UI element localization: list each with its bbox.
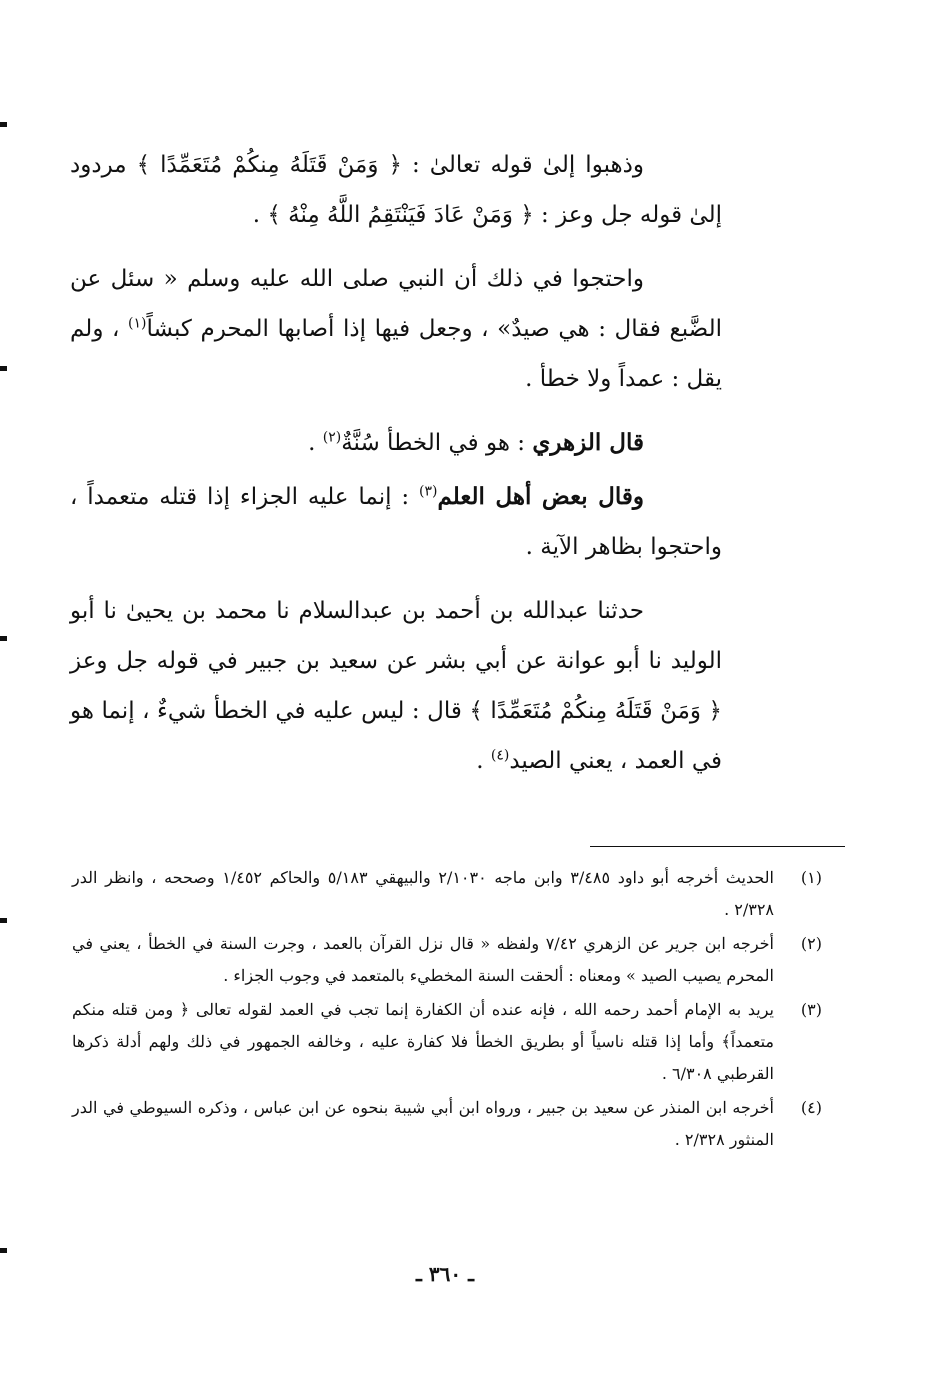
margin-tick-mark xyxy=(0,1248,7,1253)
footnote-text: أخرجه ابن جرير عن الزهري ٧/٤٢ ولفظه « قال نزل القرآن بالعمد ، وجرت السنة في الخطأ ، يعني في المحرم يصيب الصيد » ومعناه : ألحقت السنة المخطيء بالمتعمد في وجوب الجزاء . xyxy=(72,934,774,985)
margin-tick-mark xyxy=(0,636,7,641)
page-number: ـ ٣٦٠ ـ xyxy=(416,1262,474,1286)
paragraph-text: : هو في الخطأ سُنَّةٌ xyxy=(341,430,533,456)
footnote-text: يريد به الإمام أحمد رحمه الله ، فإنه عنده أن الكفارة إنما تجب في العمد لقوله تعالى ﴿ ومن قتله منكم متعمداً﴾ وأما إذا قتله ناسياً أو بطريق الخطأ فلا كفارة عليه ، وخالفه الجمهور في ذلك ولهم أدلة ذكرها القرطبي ٦/٣٠٨ . xyxy=(72,1000,775,1083)
footnote xyxy=(72,928,822,992)
paragraph xyxy=(70,472,722,572)
footnote-number: (٤) xyxy=(800,1098,822,1117)
footnote-number: (٣) xyxy=(800,1000,822,1019)
footnote-reference: (٢) xyxy=(322,429,342,446)
paragraph-text: ، ولم يقل : عمداً ولا خطأ . xyxy=(70,316,722,392)
footnote-text: الحديث أخرجه أبو داود ٣/٤٨٥ وابن ماجه ٢/١٠٣٠ والبيهقي ٥/١٨٣ والحاكم ١/٤٥٢ وصححه ، وانظر الدر ٢/٣٢٨ . xyxy=(72,868,775,919)
footnote-number: (١) xyxy=(800,868,822,887)
footnote xyxy=(72,1092,822,1156)
footnote-number: (٢) xyxy=(800,934,822,953)
paragraph-text: وذهبوا إلىٰ قوله تعالىٰ : ﴿ وَمَنْ قَتَلَهُ مِنكُمْ مُتَعَمِّدًا ﴾ مردود إلىٰ قوله جل وعز : ﴿ وَمَنْ عَادَ فَيَنْتَقِمُ اللَّهُ مِنْهُ ﴾ . xyxy=(70,152,722,228)
footnotes xyxy=(72,862,822,1158)
footnote-reference: (٤) xyxy=(490,747,510,764)
margin-tick-mark xyxy=(0,122,7,127)
paragraph-text: : إنما عليه الجزاء إذا قتله متعمداً ، واحتجوا بظاهر الآية . xyxy=(70,484,722,560)
footnote-separator xyxy=(590,846,845,847)
paragraph xyxy=(70,418,722,468)
margin-tick-mark xyxy=(0,918,7,923)
paragraph xyxy=(70,586,722,786)
footnote-text: أخرجه ابن المنذر عن سعيد بن جبير ، ورواه ابن أبي شيبة بنحوه عن ابن عباس ، وذكره السيوطي في الدر المنثور ٢/٣٢٨ . xyxy=(72,1098,774,1149)
main-text xyxy=(70,140,722,800)
footnote-reference: (٣) xyxy=(418,483,438,500)
margin-tick-mark xyxy=(0,366,7,371)
speaker-name: وقال بعض أهل العلم xyxy=(437,483,644,510)
paragraph-text: واحتجوا في ذلك أن النبي صلى الله عليه وسلم « سئل عن الضَّبع فقال : هي صيدٌ» ، وجعل فيها إذا أصابها المحرم كبشاً xyxy=(70,266,722,342)
speaker-name: قال الزهري xyxy=(532,429,644,456)
paragraph xyxy=(70,254,722,404)
footnote-reference: (١) xyxy=(128,315,147,332)
paragraph-text: حدثنا عبدالله بن أحمد بن عبدالسلام نا محمد بن يحيىٰ نا أبو الوليد نا أبو عوانة عن أبي بشر عن سعيد بن جبير في قوله جل وعز ﴿ وَمَنْ قَتَلَهُ مِنكُمْ مُتَعَمِّدًا ﴾ قال : ليس عليه في الخطأ شيءٌ ، إنما هو في العمد ، يعني الصيد xyxy=(70,598,722,774)
footnote xyxy=(72,994,822,1090)
paragraph xyxy=(70,140,722,240)
paragraph-text: . xyxy=(476,748,491,774)
paragraph-text: . xyxy=(308,430,323,456)
footnote xyxy=(72,862,822,926)
